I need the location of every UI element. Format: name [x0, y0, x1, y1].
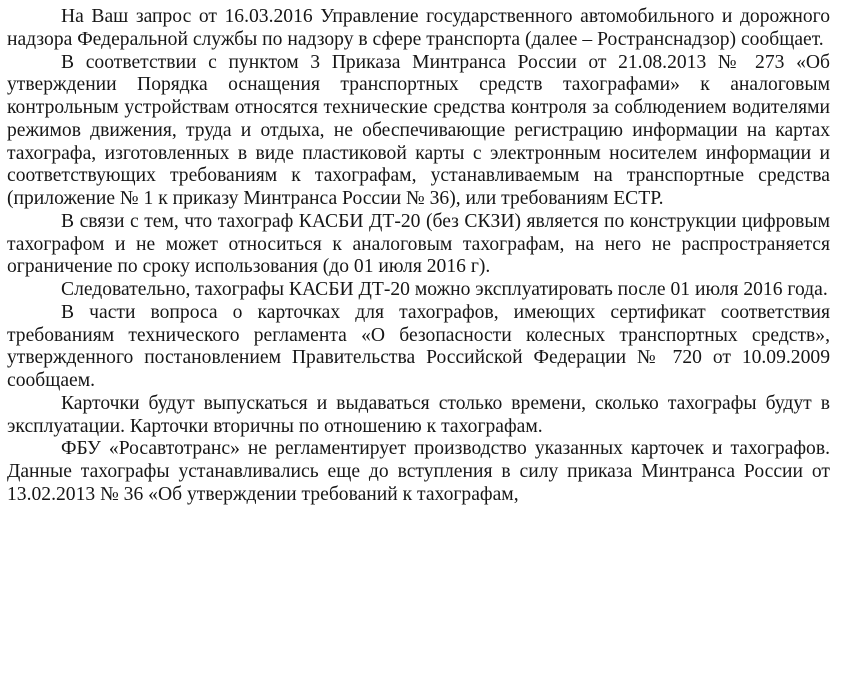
- paragraph-kasbi-digital-tachograph: В связи с тем, что тахограф КАСБИ ДТ-20 (без СКЗИ) является по конструкции цифровым тахографом и не может относиться к аналоговым тахографам, на него не распространяется ограничение по сроку использования (до 01 июля 2016 г).: [7, 210, 830, 278]
- paragraph-rosavtotrans: ФБУ «Росавтотранс» не регламентирует производство указанных карточек и тахографов. Данные тахографы устанавливались еще до вступления в силу приказа Минтранса России от 13.02.2013 № 36 «Об утверждении требований к тахографам,: [7, 438, 830, 505]
- paragraph-cards-issuance: Карточки будут выпускаться и выдаваться столько времени, сколько тахографы будут в эксплуатации. Карточки вторичны по отношению к тахографам.: [7, 392, 830, 437]
- paragraph-analog-devices-definition: В соответствии с пунктом 3 Приказа Минтранса России от 21.08.2013 № 273 «Об утверждении Порядка оснащения транспортных средств тахографами» к аналоговым контрольным устройствам относятся технические средства контроля за соблюдением водителями режимов движения, труда и отдыха, не обеспечивающие регистрацию информации на картах тахографа, изготовленных в виде пластиковой карты с электронным носителем информации и соответствующих требованиям к тахографам, устанавливаемым на транспортные средства (приложение № 1 к приказу Минтранса России № 36), или требованиям ЕСТР.: [7, 51, 830, 209]
- paragraph-conclusion: Следовательно, тахографы КАСБИ ДТ-20 можно эксплуатировать после 01 июля 2016 года.: [61, 279, 828, 300]
- paragraph-request-reference: На Ваш запрос от 16.03.2016 Управление государственного автомобильного и дорожного надзора Федеральной службы по надзору в сфере транспорта (далее – Ространснадзор) сообщает.: [7, 6, 830, 50]
- paragraph-cards-question: В части вопроса о карточках для тахографов, имеющих сертификат соответствия требованиям технического регламента «О безопасности колесных транспортных средств», утвержденного постановлением Правительства Российской Федерации № 720 от 10.09.2009 сообщаем.: [7, 301, 830, 391]
